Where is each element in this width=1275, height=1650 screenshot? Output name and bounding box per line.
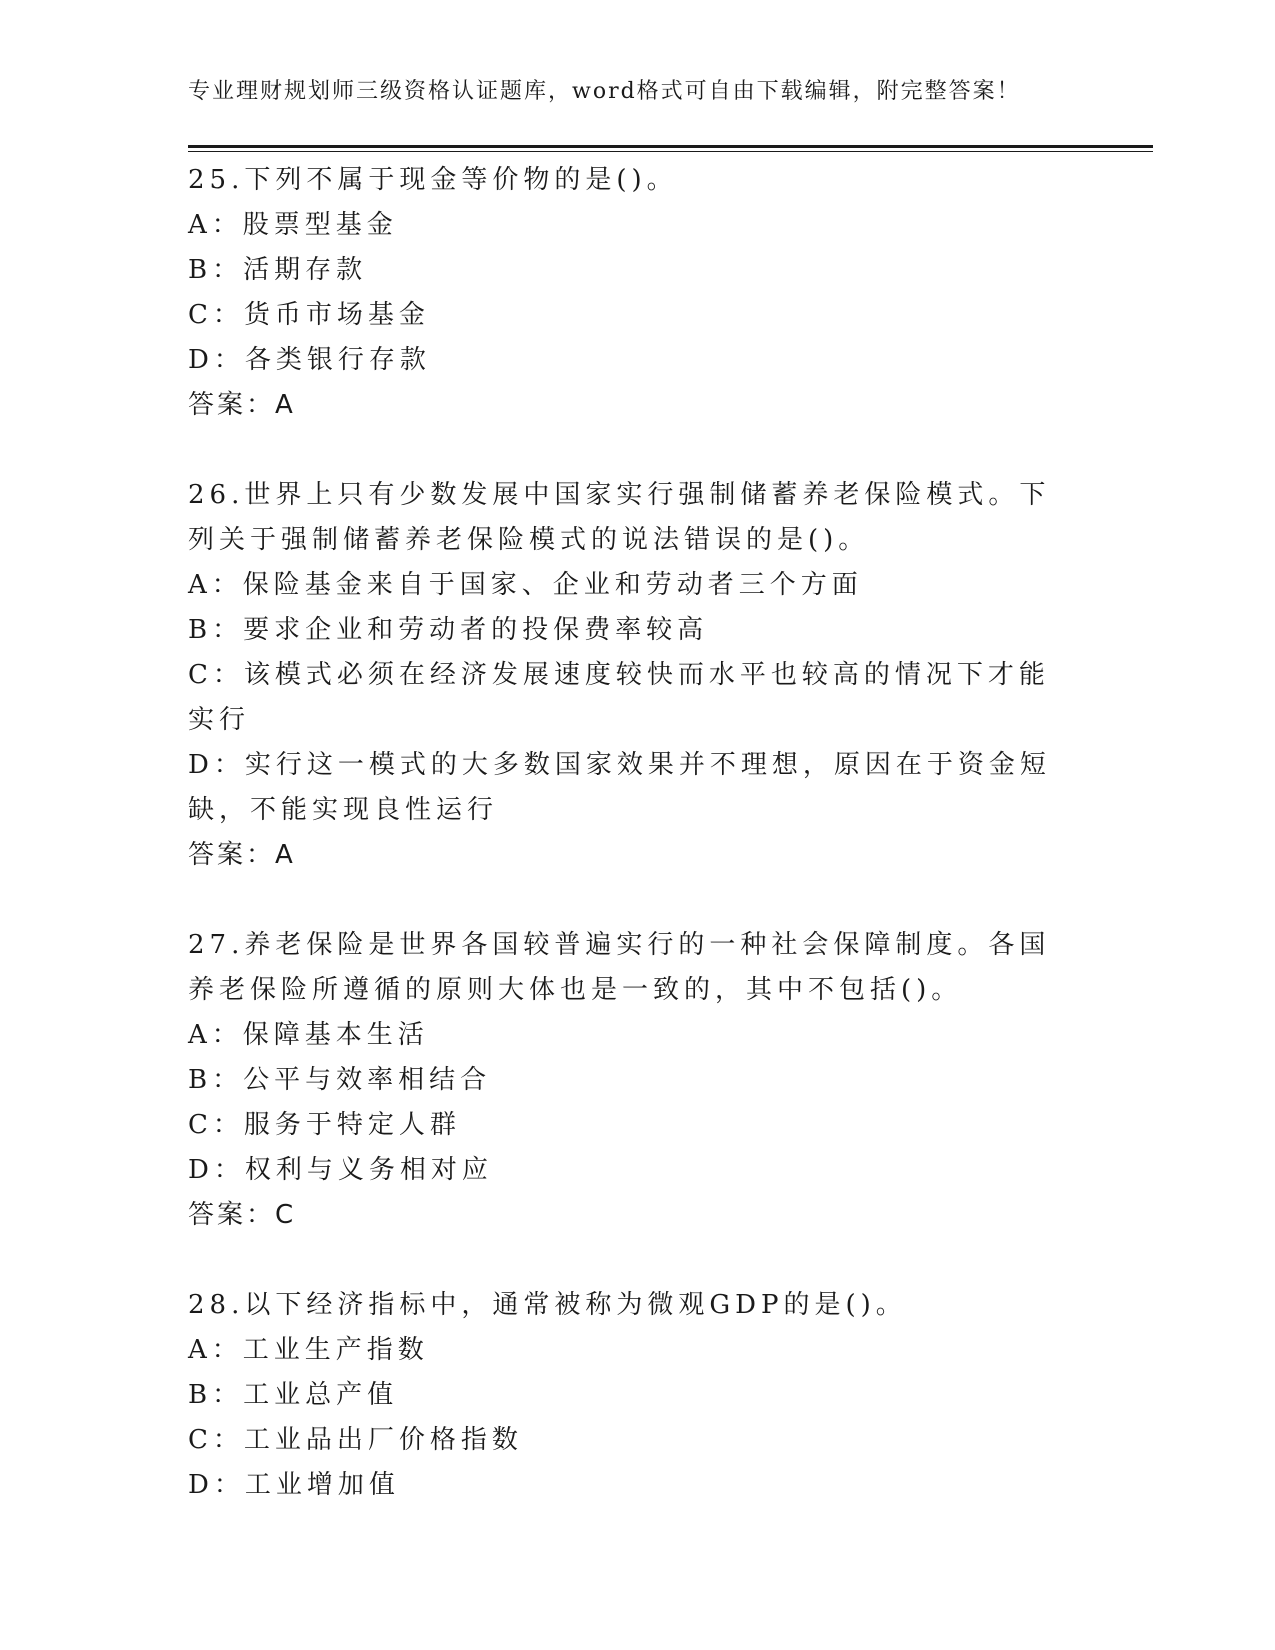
option-b: B：公平与效率相结合	[188, 1065, 492, 1095]
option-a: A：保障基本生活	[188, 1020, 429, 1050]
page-header: 专业理财规划师三级资格认证题库，word格式可自由下载编辑，附完整答案！	[188, 79, 1021, 104]
option-c: C：服务于特定人群	[188, 1110, 461, 1140]
option-c: C：该模式必须在经济发展速度较快而水平也较高的情况下才能实行	[188, 660, 1050, 735]
header-divider	[188, 145, 1153, 152]
option-b: B：要求企业和劳动者的投保费率较高	[188, 615, 709, 645]
option-b: B：活期存款	[188, 255, 368, 285]
option-a: A：保险基金来自于国家、企业和劳动者三个方面	[188, 570, 863, 600]
option-a: A：股票型基金	[188, 210, 398, 240]
question-stem: 25.下列不属于现金等价物的是()。	[188, 165, 678, 195]
answer: 答案：A	[188, 390, 296, 420]
option-d: D：实行这一模式的大多数国家效果并不理想，原因在于资金短缺，不能实现良性运行	[188, 750, 1051, 825]
question-28	[188, 1283, 1078, 1508]
question-27	[188, 923, 1078, 1238]
question-stem: 28.以下经济指标中，通常被称为微观GDP的是()。	[188, 1290, 907, 1320]
option-c: C：货币市场基金	[188, 300, 430, 330]
question-stem: 26.世界上只有少数发展中国家实行强制储蓄养老保险模式。下列关于强制储蓄养老保险模式的说法错误的是()。	[188, 480, 1051, 555]
question-25	[188, 158, 1078, 428]
question-stem: 27.养老保险是世界各国较普遍实行的一种社会保障制度。各国养老保险所遵循的原则大体也是一致的，其中不包括()。	[188, 930, 1051, 1005]
question-26	[188, 473, 1078, 878]
question-list	[188, 158, 1078, 1553]
answer: 答案：C	[188, 1200, 297, 1230]
option-d: D：工业增加值	[188, 1470, 400, 1500]
option-c: C：工业品出厂价格指数	[188, 1425, 523, 1455]
answer: 答案：A	[188, 840, 296, 870]
option-d: D：权利与义务相对应	[188, 1155, 493, 1185]
option-d: D：各类银行存款	[188, 345, 431, 375]
option-b: B：工业总产值	[188, 1380, 399, 1410]
option-a: A：工业生产指数	[188, 1335, 429, 1365]
